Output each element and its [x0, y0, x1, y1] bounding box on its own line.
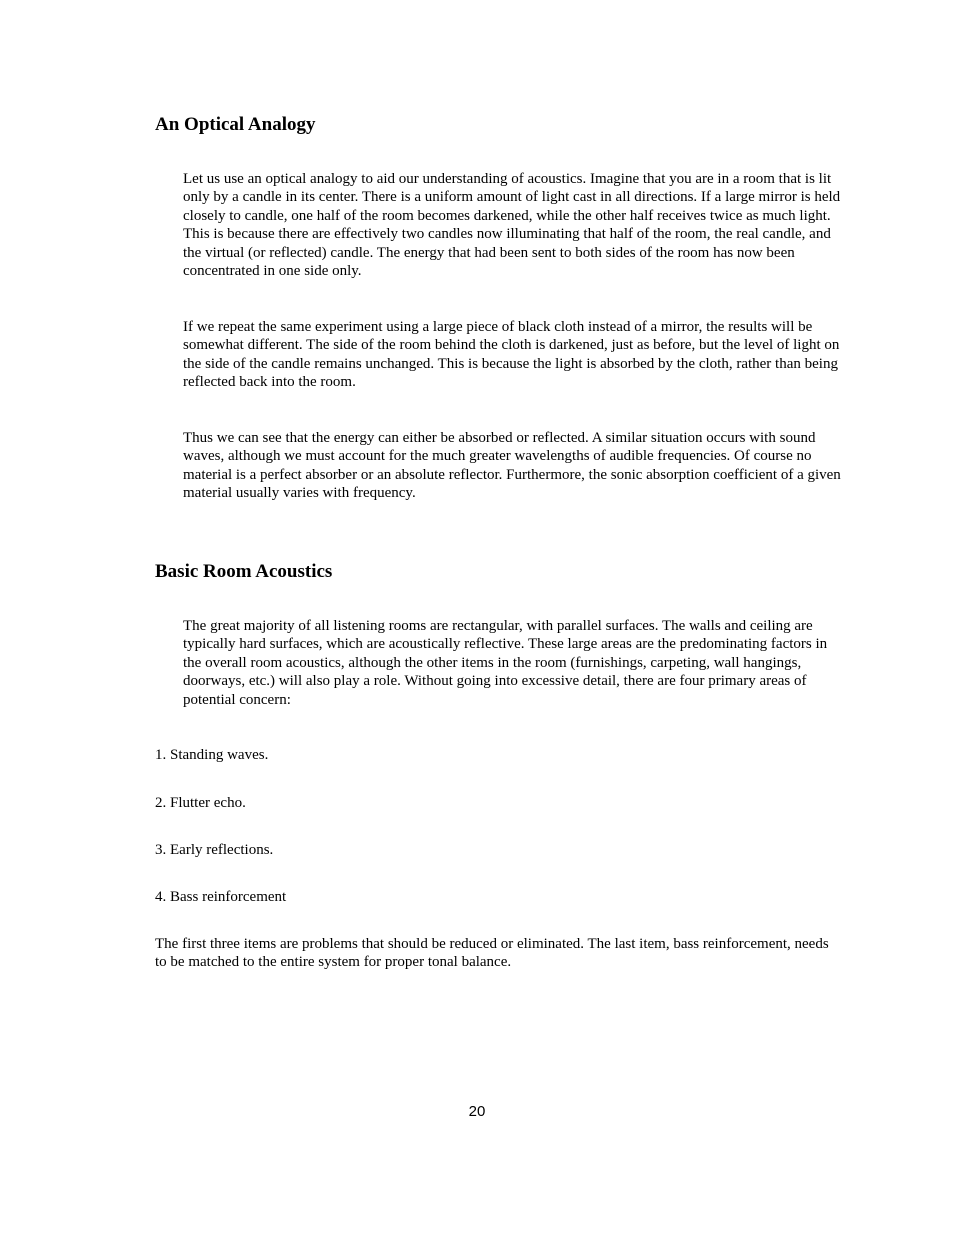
list-item-standing-waves: 1. Standing waves.	[155, 747, 269, 763]
page-number: 20	[468, 1103, 486, 1120]
paragraph-optical-analogy-intro: Let us use an optical analogy to aid our understanding of acoustics. Imagine that you are in a room that is lit only by a candle in its center. There is a uniform amount of light cast in all directions. If a large mirror is held closely to candle, one half of the room becomes darkened, while the other half receives twice as much light. This is because there are effectively two candles now illuminating that half of the room, the real candle, and the virtual (or reflected) candle. The energy that had been sent to both sides of the room has now been concentrated in one side only.	[183, 171, 841, 280]
list-item-early-reflections: 3. Early reflections.	[155, 842, 274, 858]
list-item-bass-reinforcement: 4. Bass reinforcement	[155, 889, 287, 905]
paragraph-black-cloth-experiment: If we repeat the same experiment using a large piece of black cloth instead of a mirror, the results will be somewhat different. The side of the room behind the cloth is darkened, just as before, but the level of light on the side of the candle remains unchanged. This is because the light is absorbed by the cloth, rather than being reflected back into the room.	[183, 319, 840, 391]
section-heading-basic-room-acoustics: Basic Room Acoustics	[155, 561, 333, 582]
paragraph-absorbed-or-reflected: Thus we can see that the energy can either be absorbed or reflected. A similar situation occurs with sound waves, although we must account for the much greater wavelengths of audible frequencies. Of course no material is a perfect absorber or an absolute reflector. Furthermore, the sonic absorption coefficient of a given material usually varies with frequency.	[183, 430, 841, 502]
paragraph-closing-summary: The first three items are problems that should be reduced or eliminated. The last item, bass reinforcement, needs to be matched to the entire system for proper tonal balance.	[155, 936, 829, 971]
section-heading-optical-analogy: An Optical Analogy	[155, 114, 316, 135]
paragraph-listening-rooms: The great majority of all listening rooms are rectangular, with parallel surfaces. The walls and ceiling are typically hard surfaces, which are acoustically reflective. These large areas are the predominating factors in the overall room acoustics, although the other items in the room (furnishings, carpeting, wall hangings, doorways, etc.) will also play a role. Without going into excessive detail, there are four primary areas of potential concern:	[183, 618, 828, 708]
list-item-flutter-echo: 2. Flutter echo.	[155, 795, 246, 811]
